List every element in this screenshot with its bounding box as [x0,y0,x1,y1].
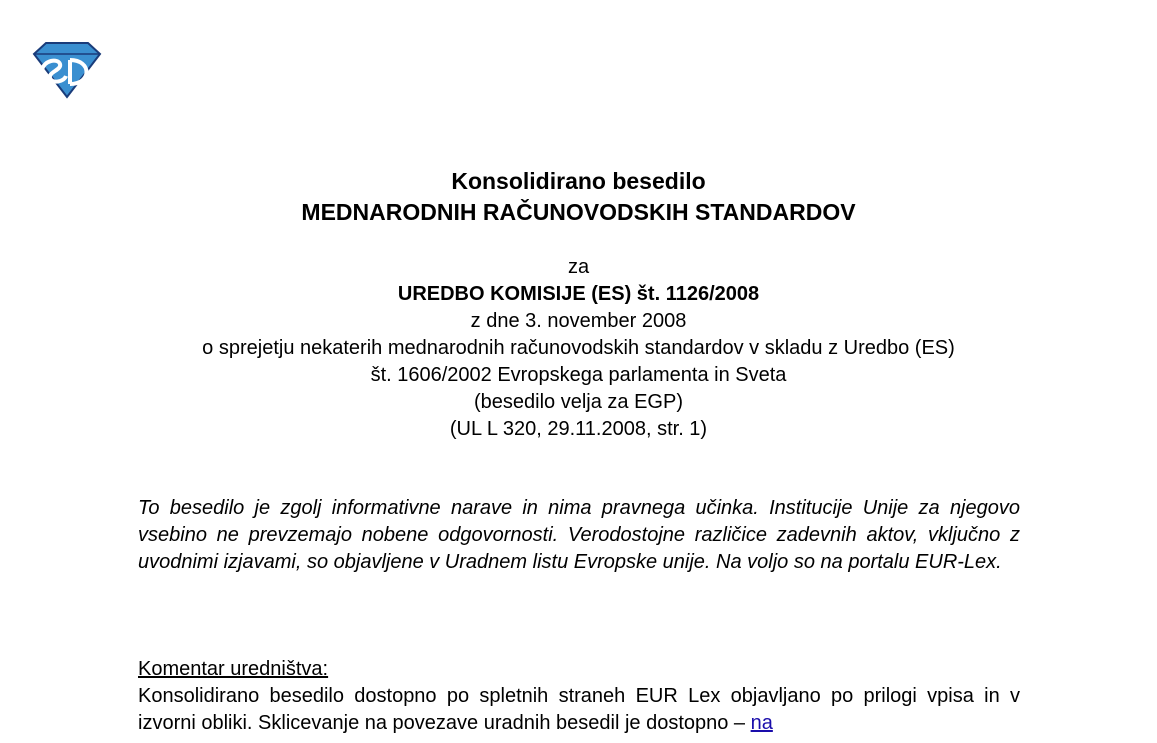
regulation-za: za [567,256,590,278]
title-line-2: MEDNARODNIH RAČUNOVODSKIH STANDARDOV [301,199,856,225]
regulation-date: z dne 3. november 2008 [470,310,687,332]
regulation-name: UREDBO KOMISIJE (ES) št. 1126/2008 [397,283,760,305]
regulation-subject-1: o sprejetju nekaterih mednarodnih računovodskih standardov v skladu z Uredbo (ES) [202,337,955,359]
comment-text: Konsolidirano besedilo dostopno po spletnih straneh EUR Lex objavljano po prilogi vpisa in v izvorni obliki. Sklicevanje na povezave uradnih besedil je dostopno – [138,685,1020,734]
document-title [0,166,1157,228]
diamond-logo-icon [30,40,104,100]
regulation-eea-note: (besedilo velja za EGP) [474,391,683,413]
title-line-1: Konsolidirano besedilo [451,168,706,194]
comment-heading: Komentar uredništva: [138,658,329,680]
regulation-info [0,254,1157,443]
regulation-subject-2: št. 1606/2002 Evropskega parlamenta in Sveta [370,364,787,386]
comment-link[interactable]: na [750,712,773,734]
regulation-reference: (UL L 320, 29.11.2008, str. 1) [449,418,708,440]
comment-paragraph [138,683,1020,737]
disclaimer-paragraph: To besedilo je zgolj informativne narave in nima pravnega učinka. Institucije Unije za njegovo vsebino ne prevzemajo nobene odgovornosti. Verodostojne različice zadevnih aktov, vključno z uvodnimi izjavami, so objavljene v Uradnem listu Evropske unije. Na voljo so na portalu EUR-Lex. [138,497,1020,573]
